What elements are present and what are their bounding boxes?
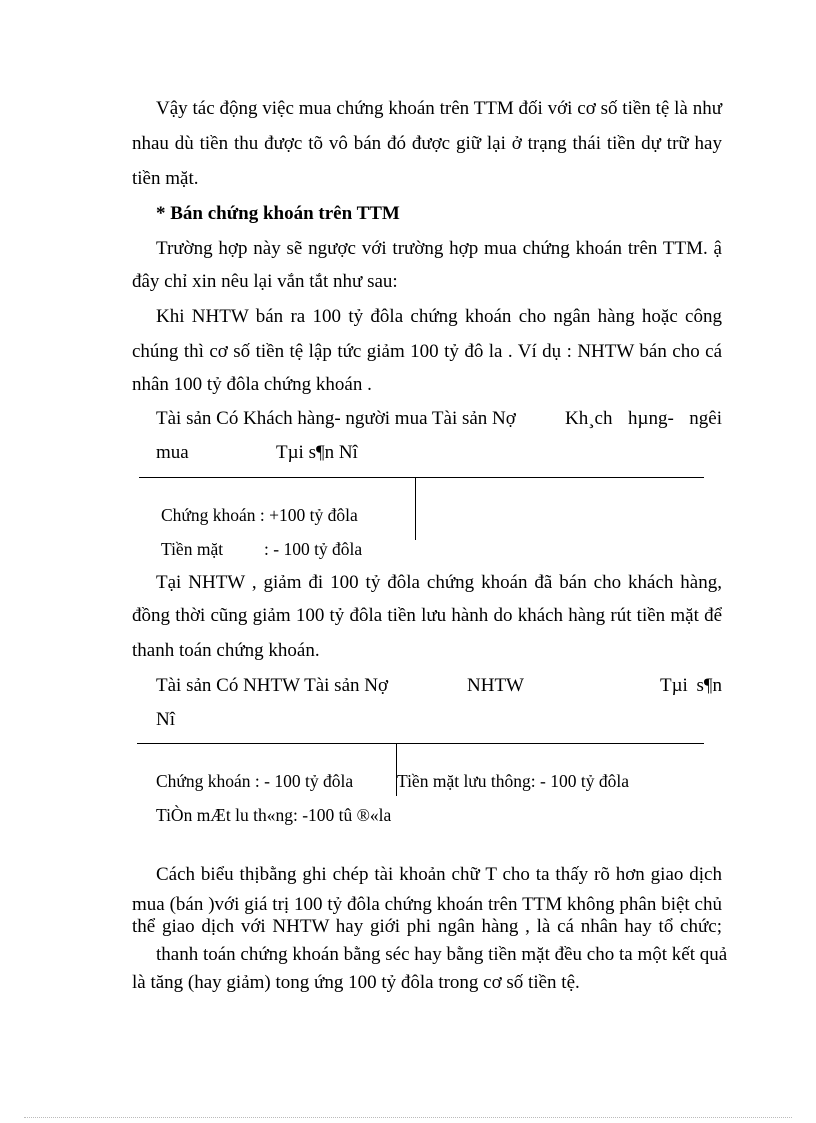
section-heading: * Bán chứng khoán trên TTM (156, 203, 400, 224)
t-account-row-right: Tiền mặt lưu thông: - 100 tỷ đôla (397, 771, 629, 791)
t-account-header-mid: NHTW (467, 675, 524, 696)
paragraph-line: là tăng (hay giảm) tong ứng 100 tỷ đôla trong cơ số tiền tệ. (132, 972, 580, 993)
t-account-header-right: Tµi s¶n (660, 675, 722, 696)
paragraph-line: thể giao dịch với NHTW hay giới phi ngân hàng , là cá nhân hay tổ chức; (132, 916, 722, 937)
t-account-header-left: Tài sản Có Khách hàng- người mua Tài sản Nợ (156, 408, 516, 429)
paragraph-line: nhau dù tiền thu được tõ vô bán đó được giữ lại ở trạng thái tiền dự trữ hay (132, 133, 722, 154)
t-account-row-value: : - 100 tỷ đôla (264, 539, 363, 559)
t-account-row-left: Chứng khoán : - 100 tỷ đôla (156, 771, 354, 791)
t-account-vertical-rule (415, 478, 416, 540)
t-account-horizontal-rule (139, 477, 704, 478)
paragraph-line: Trường hợp này sẽ ngược với trường hợp mua chứng khoán trên TTM. ậ (156, 238, 722, 259)
paragraph-line: Cách biểu thịbằng ghi chép tài khoản chữ T cho ta thấy rõ hơn giao dịch (156, 864, 722, 885)
paragraph-line: chúng thì cơ số tiền tệ lập tức giảm 100 tỷ đô la . Ví dụ : NHTW bán cho cá (132, 341, 722, 362)
t-account-header-right: Kh¸ch hµng- ngêi (565, 408, 722, 429)
paragraph-line: Vậy tác động việc mua chứng khoán trên TTM đối với cơ số tiền tệ là như (156, 98, 722, 119)
t-account-header-line2-left: mua (156, 442, 189, 463)
t-account-horizontal-rule (137, 743, 704, 744)
paragraph-line: đồng thời cũng giảm 100 tỷ đôla tiền lưu hành do khách hàng rút tiền mặt để (132, 605, 722, 626)
t-account-row: Chứng khoán : +100 tỷ đôla (161, 505, 358, 525)
paragraph-line: đây chỉ xin nêu lại vắn tắt như sau: (132, 271, 398, 292)
paragraph-line: Khi NHTW bán ra 100 tỷ đôla chứng khoán cho ngân hàng hoặc công (156, 306, 722, 327)
paragraph-line: thanh toán chứng khoán. (132, 640, 320, 661)
t-account-header-line2-right: Tµi s¶n Nî (276, 442, 358, 463)
t-account-row: TiÒn mÆt lu th«ng: -100 tû ®«la (156, 805, 392, 825)
t-account-row-label: Tiền mặt (161, 539, 224, 559)
page-bottom-border (24, 1117, 792, 1118)
t-account-header-left: Tài sản Có NHTW Tài sản Nợ (156, 675, 389, 696)
paragraph-line: thanh toán chứng khoán bằng séc hay bằng tiền mặt đều cho ta một kết quả (156, 944, 728, 965)
paragraph-line: nhân 100 tỷ đôla chứng khoán . (132, 374, 372, 395)
t-account-header-line2: Nî (156, 709, 175, 730)
paragraph-line: mua (bán )với giá trị 100 tỷ đôla chứng khoán trên TTM không phân biệt chủ (132, 894, 722, 915)
paragraph-line: Tại NHTW , giảm đi 100 tỷ đôla chứng khoán đã bán cho khách hàng, (156, 572, 722, 593)
paragraph-line: tiền mặt. (132, 168, 199, 189)
